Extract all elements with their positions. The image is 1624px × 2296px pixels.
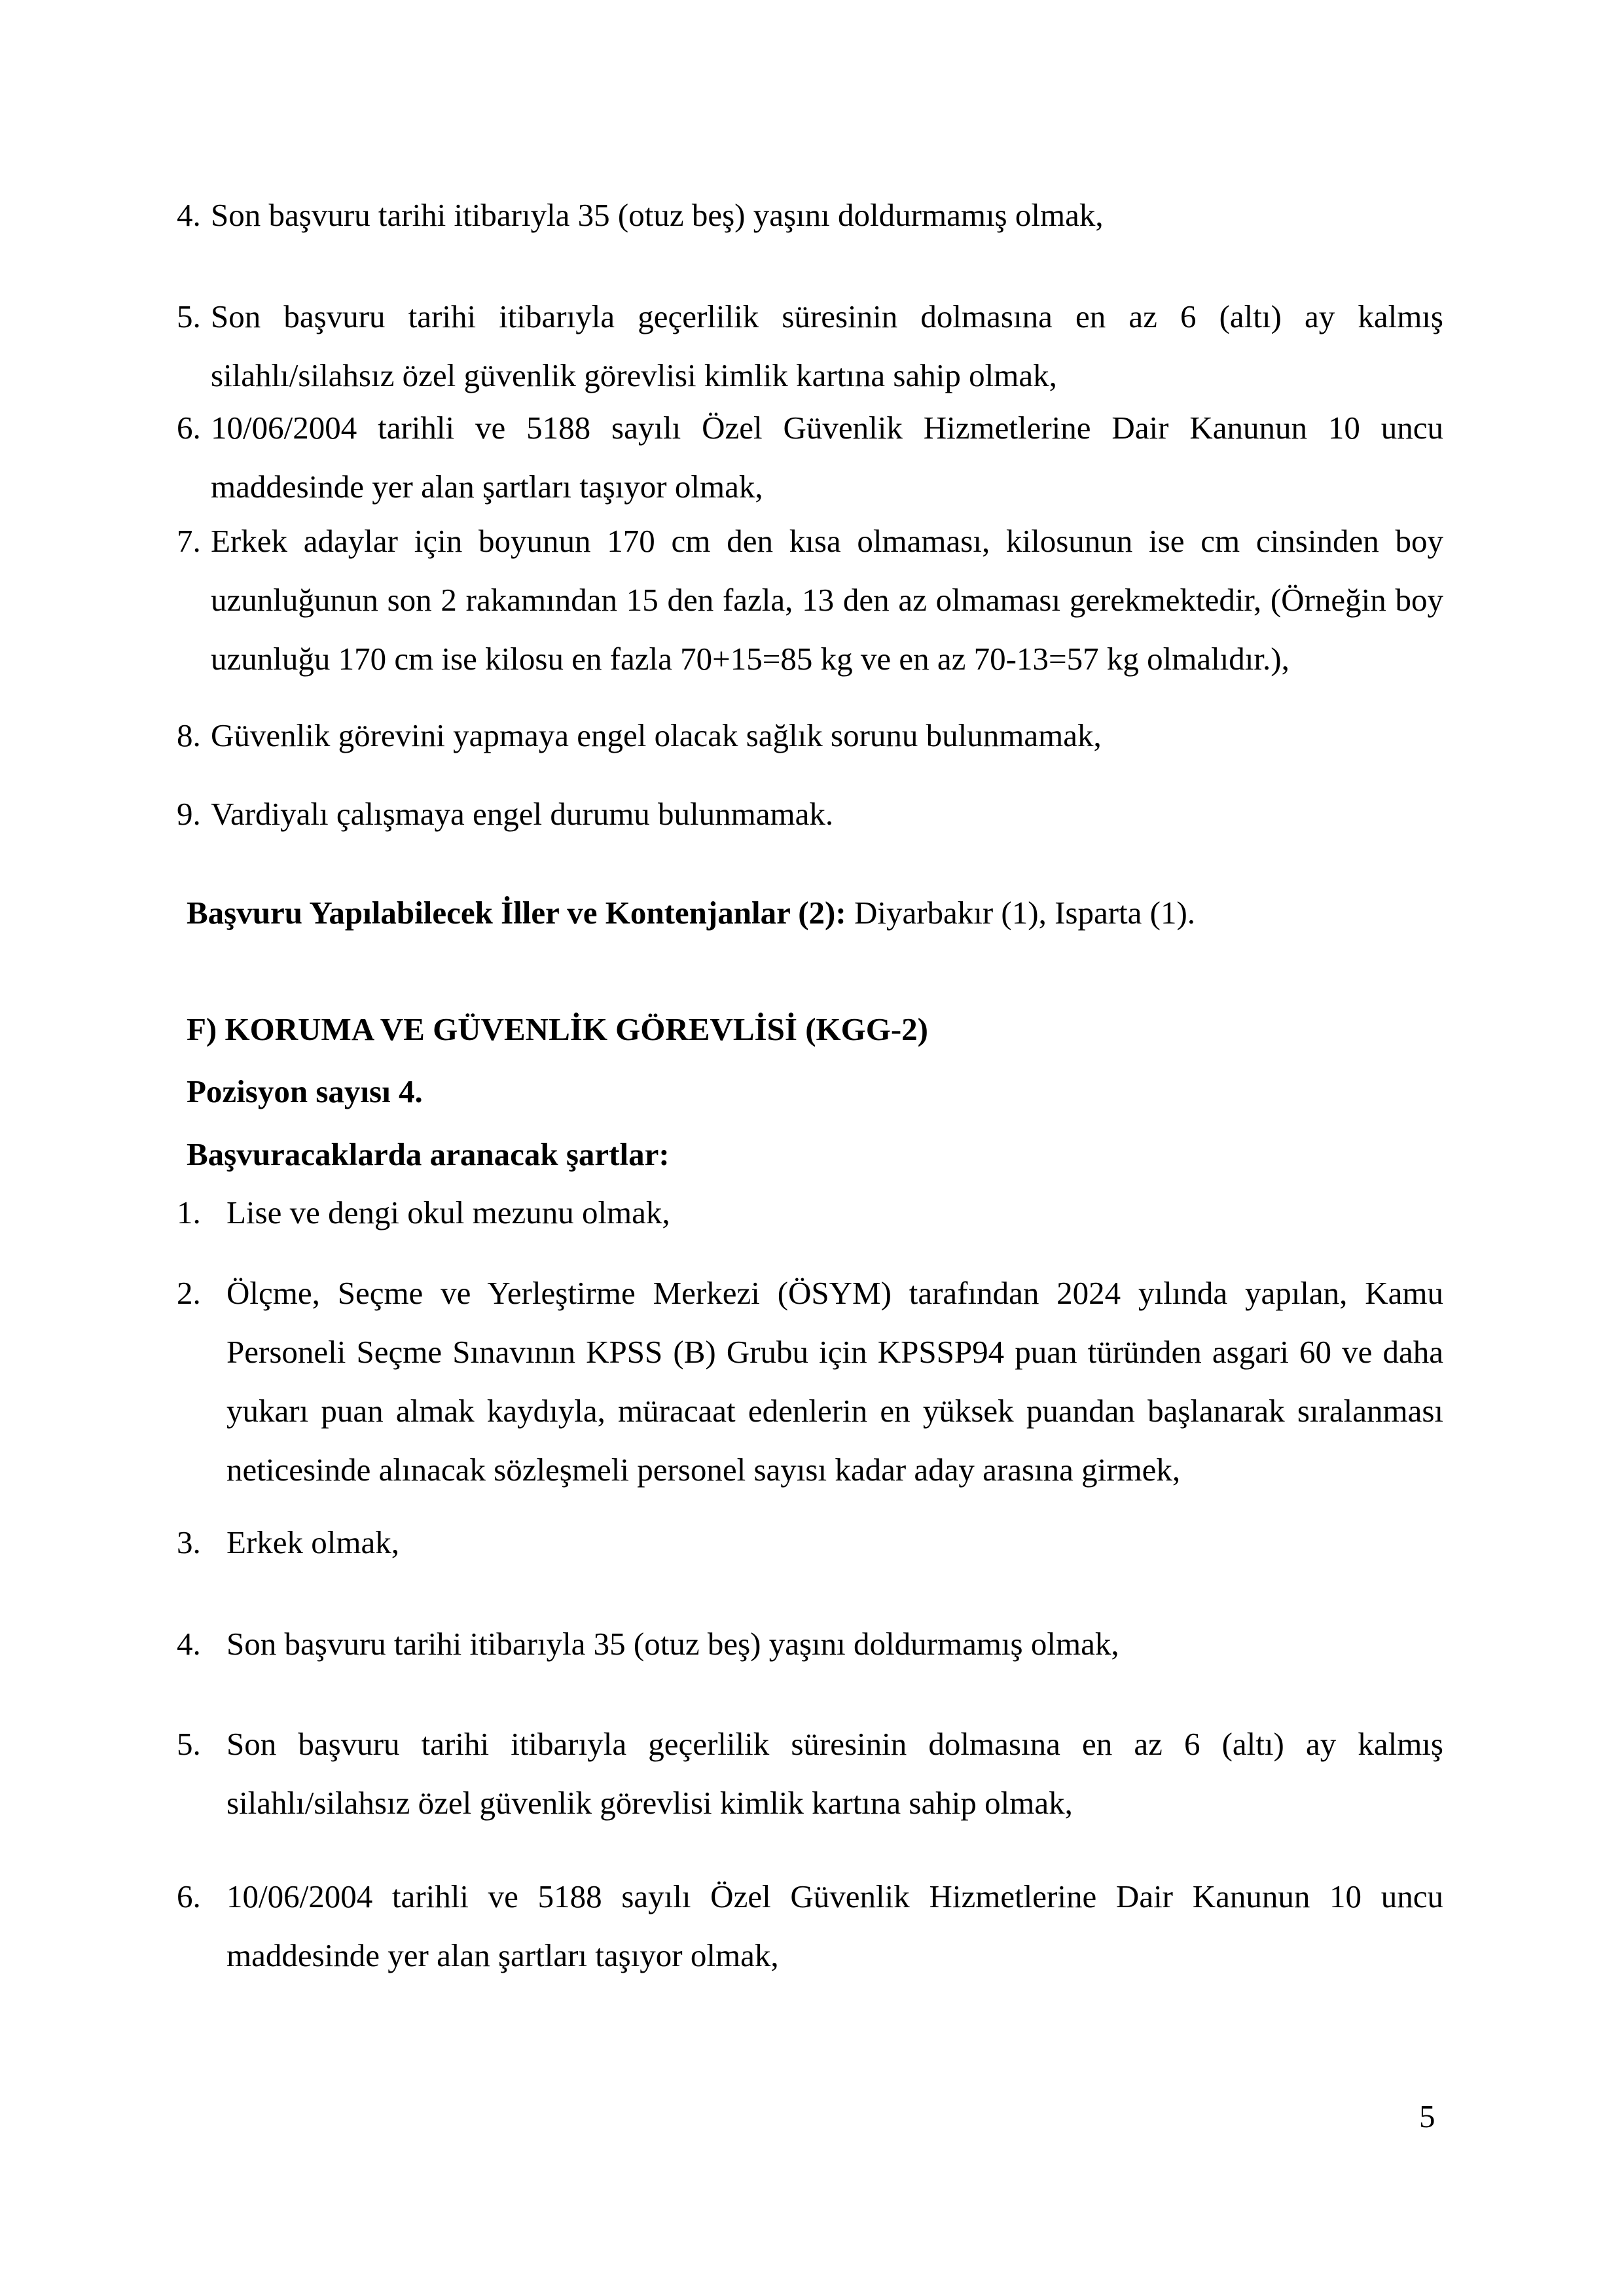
item-number: 3.	[177, 1524, 201, 1560]
list-bottom-item-2	[177, 1264, 1443, 1499]
item-text: Son başvuru tarihi itibarıyla geçerlilik süresinin dolmasına en az 6 (altı) ay kalmış silahlı/silahsız özel güvenlik görevlisi kimlik kartına sahip olmak,	[211, 298, 1443, 393]
item-number: 6.	[177, 1878, 201, 1914]
item-text: 10/06/2004 tarihli ve 5188 sayılı Özel Güvenlik Hizmetlerine Dair Kanunun 10 uncu maddesinde yer alan şartları taşıyor olmak,	[226, 1878, 1443, 1973]
item-number: 2.	[177, 1275, 201, 1311]
item-number: 9.	[177, 796, 201, 832]
item-text: Son başvuru tarihi itibarıyla 35 (otuz beş) yaşını doldurmamış olmak,	[211, 197, 1104, 233]
list-top-item-4	[177, 186, 1443, 245]
list-top-item-5	[177, 287, 1443, 405]
item-text: Erkek adaylar için boyunun 170 cm den kısa olmaması, kilosunun ise cm cinsinden boy uzunluğunun son 2 rakamından 15 den fazla, 13 den az olmaması gerekmektedir, (Örneğin boy uzunluğu 170 cm ise kilosu en fazla 70+15=85 kg ve en az 70-13=57 kg olmalıdır.),	[211, 523, 1443, 677]
list-bottom-item-3	[177, 1513, 1443, 1572]
list-bottom-item-4	[177, 1615, 1443, 1674]
item-number: 8.	[177, 717, 201, 753]
item-text: Ölçme, Seçme ve Yerleştirme Merkezi (ÖSYM) tarafından 2024 yılında yapılan, Kamu Personeli Seçme Sınavının KPSS (B) Grubu için KPSSP94 puan türünden asgari 60 ve daha yukarı puan almak kaydıyla, müracaat edenlerin en yüksek puandan başlanarak sıralanması neticesinde alınacak sözleşmeli personel sayısı kadar aday arasına girmek,	[226, 1275, 1443, 1488]
item-number: 4.	[177, 197, 201, 233]
provinces-label: Başvuru Yapılabilecek İller ve Kontenjanlar (2):	[187, 895, 846, 931]
item-number: 6.	[177, 410, 201, 446]
item-text: Son başvuru tarihi itibarıyla 35 (otuz beş) yaşını doldurmamış olmak,	[226, 1626, 1119, 1662]
list-bottom-item-5	[177, 1715, 1443, 1833]
list-top-item-9	[177, 785, 1443, 844]
item-text: 10/06/2004 tarihli ve 5188 sayılı Özel Güvenlik Hizmetlerine Dair Kanunun 10 uncu maddesinde yer alan şartları taşıyor olmak,	[211, 410, 1443, 505]
item-text: Lise ve dengi okul mezunu olmak,	[226, 1194, 670, 1230]
item-text: Son başvuru tarihi itibarıyla geçerlilik süresinin dolmasına en az 6 (altı) ay kalmış silahlı/silahsız özel güvenlik görevlisi kimlik kartına sahip olmak,	[226, 1726, 1443, 1821]
list-bottom-item-6	[177, 1867, 1443, 1985]
provinces-value: Diyarbakır (1), Isparta (1).	[846, 895, 1196, 931]
item-number: 5.	[177, 1726, 201, 1762]
section-f-title: F) KORUMA VE GÜVENLİK GÖREVLİSİ (KGG-2)	[187, 1011, 928, 1047]
page-number: 5	[1419, 2098, 1435, 2134]
item-text: Erkek olmak,	[226, 1524, 399, 1560]
list-top-item-8	[177, 706, 1443, 765]
list-top-item-7	[177, 512, 1443, 689]
list-top-item-6	[177, 399, 1443, 516]
list-bottom-item-1	[177, 1183, 1443, 1242]
item-number: 7.	[177, 523, 201, 559]
item-number: 1.	[177, 1194, 201, 1230]
item-number: 5.	[177, 298, 201, 334]
conditions-heading: Başvuracaklarda aranacak şartlar:	[187, 1136, 670, 1172]
positions-count: Pozisyon sayısı 4.	[187, 1073, 423, 1109]
item-text: Güvenlik görevini yapmaya engel olacak sağlık sorunu bulunmamak,	[211, 717, 1102, 753]
item-text: Vardiyalı çalışmaya engel durumu bulunmamak.	[211, 796, 834, 832]
provinces-line	[187, 884, 1195, 942]
item-number: 4.	[177, 1626, 201, 1662]
